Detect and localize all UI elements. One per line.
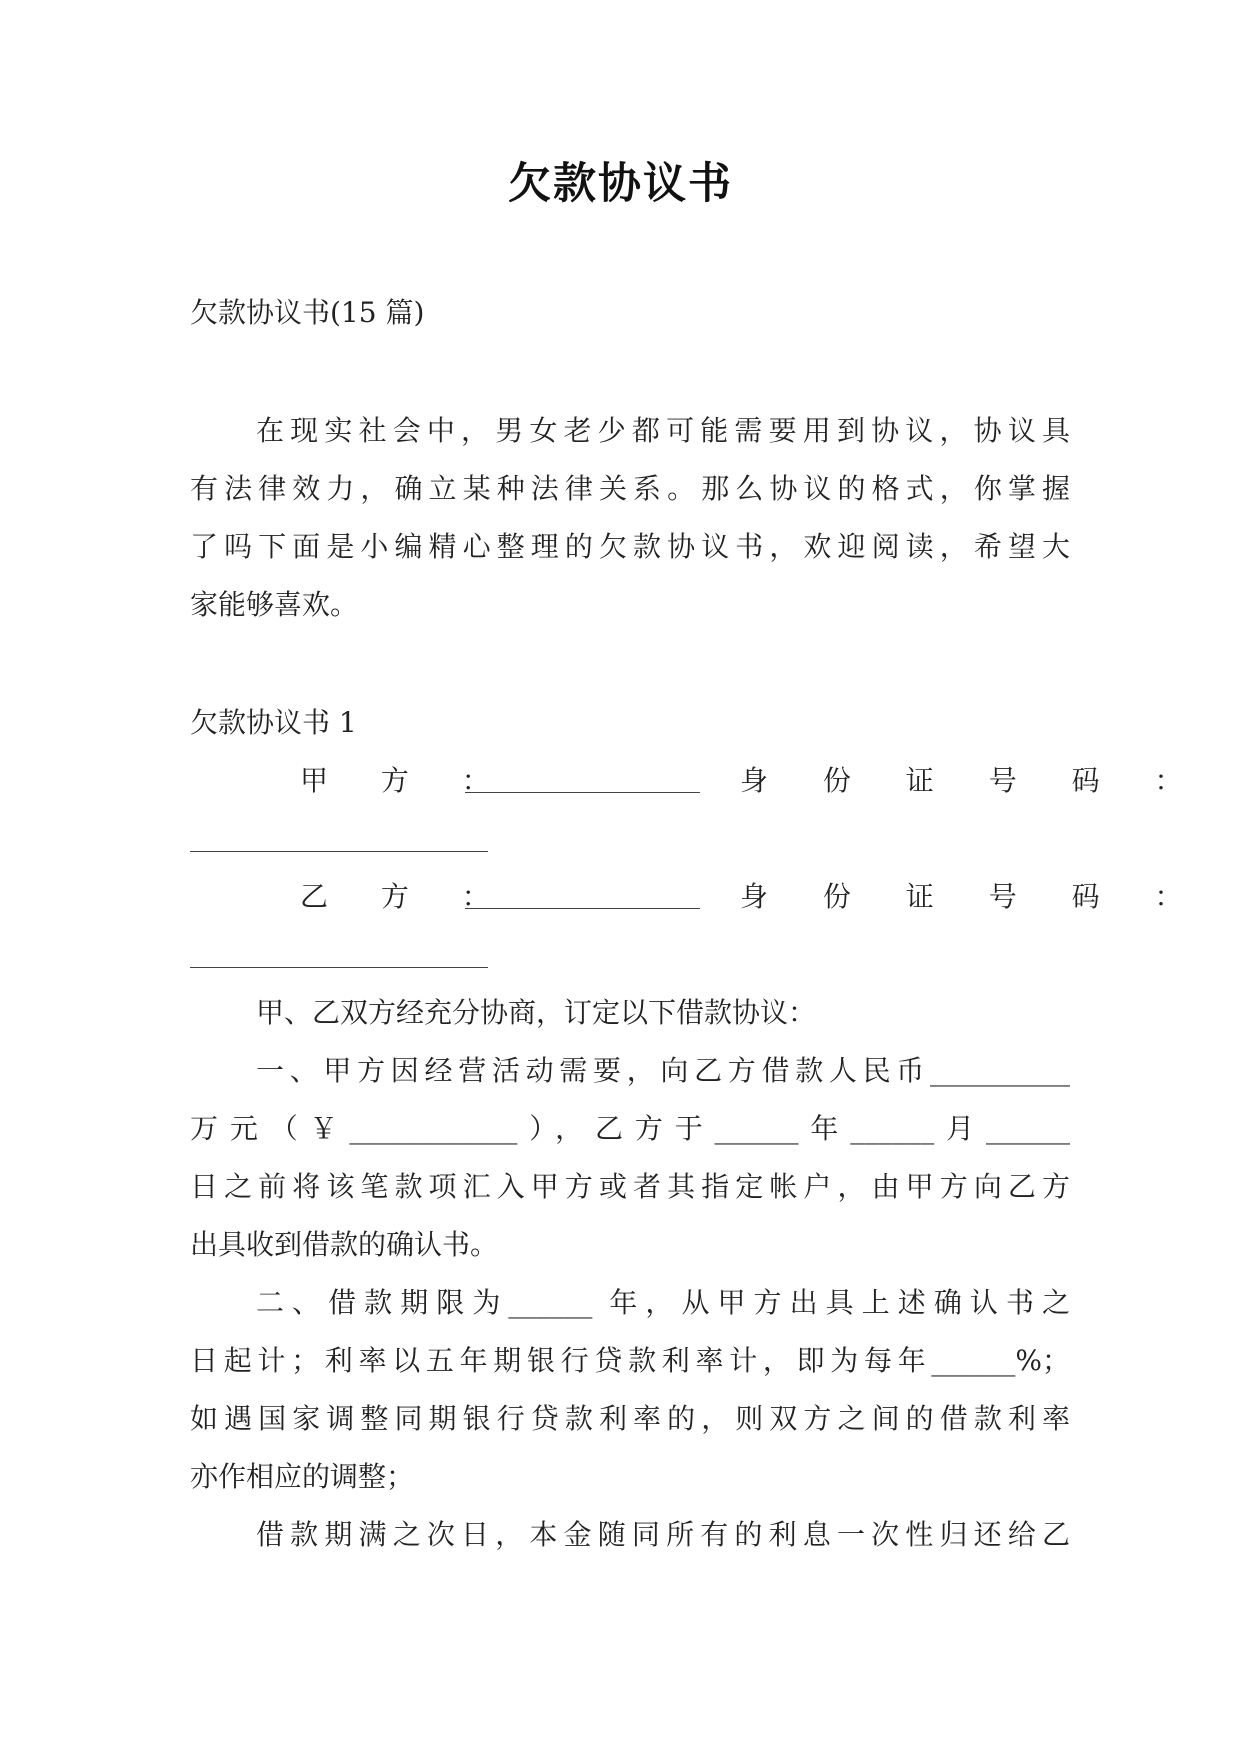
intro-line-1: 在现实社会中，男女老少都可能需要用到协议，协议具 (256, 414, 1070, 447)
party-a-id-label: 身 份 证 号 码 ： (740, 764, 1206, 797)
party-b-id-label: 身 份 证 号 码 ： (740, 880, 1206, 913)
party-a-id-blank (190, 851, 488, 852)
party-b-label: 乙 方 ： (300, 880, 512, 913)
body-line: 借款期满之次日，本金随同所有的利息一次性归还给乙 (256, 1518, 1070, 1551)
body-line: 二、借款期限为______ 年，从甲方出具上述确认书之 (256, 1286, 1070, 1319)
document-subtitle: 欠款协议书(15 篇) (190, 296, 425, 329)
body-line: 日起计；利率以五年期银行贷款利率计，即为每年______%； (190, 1344, 1070, 1377)
body-line: 甲、乙双方经充分协商，订定以下借款协议： (256, 996, 817, 1029)
party-a-label: 甲 方 ： (300, 764, 512, 797)
body-line: 万元（￥____________），乙方于______年______月______ (190, 1112, 1070, 1145)
body-line: 一、甲方因经营活动需要，向乙方借款人民币__________ (256, 1054, 1070, 1087)
intro-line-3: 了吗下面是小编精心整理的欠款协议书，欢迎阅读，希望大 (190, 530, 1070, 563)
body-line: 如遇国家调整同期银行贷款利率的，则双方之间的借款利率 (190, 1402, 1070, 1435)
intro-line-2: 有法律效力，确立某种法律关系。那么协议的格式，你掌握 (190, 472, 1070, 505)
section-heading: 欠款协议书 1 (190, 706, 357, 739)
body-line: 亦作相应的调整； (190, 1460, 415, 1493)
body-line: 日之前将该笔款项汇入甲方或者其指定帐户，由甲方向乙方 (190, 1170, 1070, 1203)
party-b-name-blank (465, 908, 700, 909)
party-b-id-blank (190, 967, 488, 968)
party-a-name-blank (465, 792, 700, 793)
document-title: 欠款协议书 (508, 159, 733, 209)
intro-line-4: 家能够喜欢。 (190, 588, 359, 621)
body-line: 出具收到借款的确认书。 (190, 1228, 499, 1261)
